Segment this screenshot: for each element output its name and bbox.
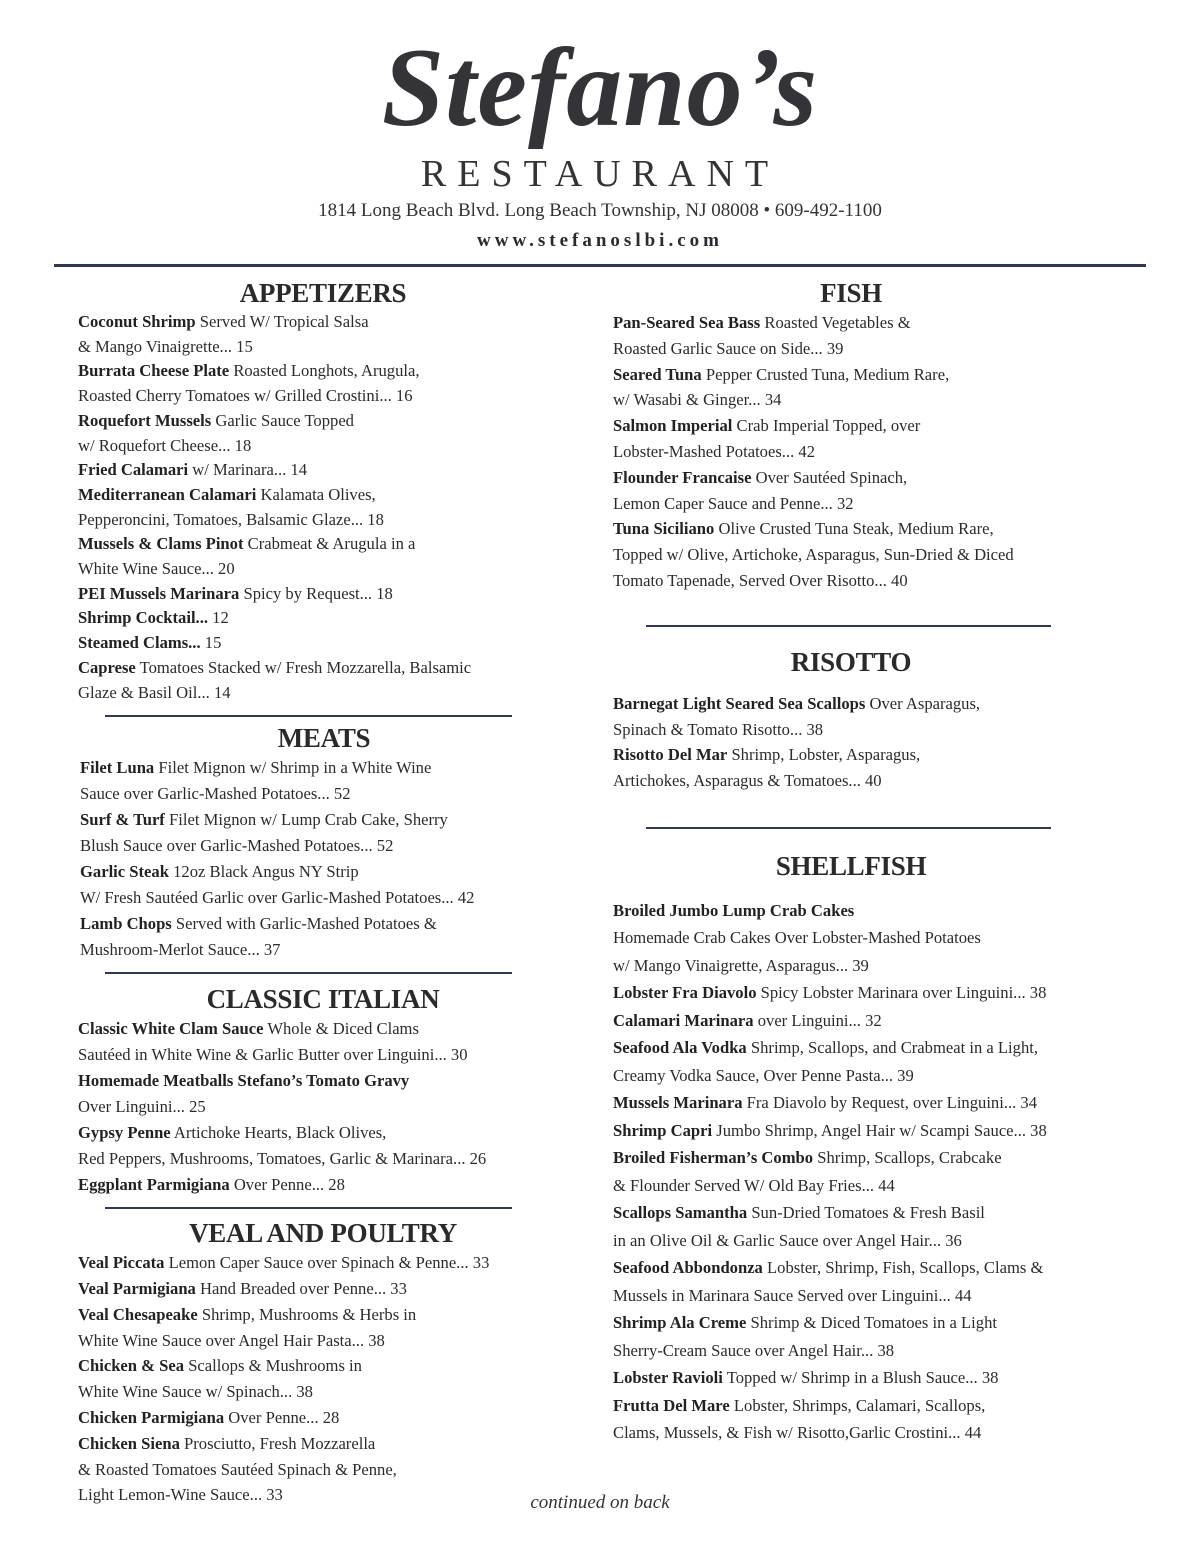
menu-item <box>78 1405 568 1431</box>
header-divider <box>54 264 1146 267</box>
item-name: PEI Mussels Marinara <box>78 583 240 603</box>
item-desc: Spicy by Request... 18 <box>243 583 393 603</box>
menu-item <box>613 310 1153 362</box>
item-desc-cont: Clams, Mussels, & Fish w/ Risotto,Garlic Crostini... 44 <box>613 1423 982 1443</box>
item-desc: Scallops & Mushrooms in <box>188 1356 362 1376</box>
item-name: Scallops Samantha <box>613 1203 748 1223</box>
menu-item <box>613 691 1153 743</box>
item-desc-cont: Spinach & Tomato Risotto... 38 <box>613 719 824 739</box>
menu-item <box>80 755 568 807</box>
item-desc: Lemon Caper Sauce over Spinach & Penne... 33 <box>168 1253 490 1273</box>
menu-item <box>613 897 1153 980</box>
item-name: Caprese <box>78 657 136 677</box>
item-desc-cont: Lemon Caper Sauce and Penne... 32 <box>613 493 854 513</box>
menu-item <box>78 359 568 408</box>
item-desc-cont: & Flounder Served W/ Old Bay Fries... 44 <box>613 1175 895 1195</box>
item-desc: Shrimp, Scallops, Crabcake <box>817 1148 1002 1168</box>
item-desc: Spicy Lobster Marinara over Linguini... 38 <box>760 983 1047 1003</box>
item-name: Shrimp Capri <box>613 1120 713 1140</box>
item-name: Mediterranean Calamari <box>78 484 257 504</box>
menu-item <box>613 1117 1153 1145</box>
item-desc-cont: w/ Roquefort Cheese... 18 <box>78 435 252 455</box>
item-desc: 12 <box>212 608 229 628</box>
restaurant-logo-script: Stefano’s <box>381 26 819 150</box>
item-desc: Artichoke Hearts, Black Olives, <box>173 1123 387 1143</box>
item-desc-cont: Roasted Cherry Tomatoes w/ Grilled Crostini... 16 <box>78 386 413 406</box>
menu-item <box>78 1276 568 1302</box>
item-desc: Kalamata Olives, <box>260 484 376 504</box>
item-name: Chicken & Sea <box>78 1356 185 1376</box>
menu-item <box>613 1199 1153 1254</box>
item-desc: over Linguini... 32 <box>757 1010 882 1030</box>
menu-item <box>613 516 1153 593</box>
menu-item <box>78 1172 568 1198</box>
item-desc-cont: Sautéed in White Wine & Garlic Butter over Linguini... 30 <box>78 1045 468 1065</box>
item-desc: Over Penne... 28 <box>233 1175 345 1195</box>
item-desc: 12oz Black Angus NY Strip <box>173 862 359 882</box>
restaurant-address: 1814 Long Beach Blvd. Long Beach Township, NJ 08008 • 609-492-1100 <box>318 200 882 221</box>
item-desc: Fra Diavolo by Request, over Linguini... 34 <box>746 1093 1038 1113</box>
item-desc-cont: Blush Sauce over Garlic-Mashed Potatoes... 52 <box>80 836 394 856</box>
menu-item <box>78 1016 568 1068</box>
item-name: Classic White Clam Sauce <box>78 1019 264 1039</box>
item-desc: Lobster, Shrimps, Calamari, Scallops, <box>733 1395 986 1415</box>
item-name: Burrata Cheese Plate <box>78 361 230 381</box>
section-title: VEAL AND POULTRY <box>189 1218 457 1249</box>
item-name: Frutta Del Mare <box>613 1395 730 1415</box>
item-desc-cont: & Mango Vinaigrette... 15 <box>78 336 253 356</box>
item-desc-cont: Tomato Tapenade, Served Over Risotto... 40 <box>613 570 908 590</box>
item-desc: Served W/ Tropical Salsa <box>199 312 369 331</box>
item-name: Steamed Clams... <box>78 633 201 653</box>
item-desc-cont: White Wine Sauce w/ Spinach... 38 <box>78 1382 313 1402</box>
menu-item <box>78 1250 568 1276</box>
menu-item <box>613 465 1153 517</box>
menu-item <box>78 1302 568 1354</box>
item-desc: 15 <box>204 633 222 653</box>
menu-item <box>613 1254 1153 1309</box>
item-desc-cont: Sherry-Cream Sauce over Angel Hair... 38 <box>613 1340 895 1360</box>
menu-item <box>613 1144 1153 1199</box>
section-title: APPETIZERS <box>239 278 407 308</box>
item-desc-cont: Creamy Vodka Sauce, Over Penne Pasta... 39 <box>613 1065 914 1085</box>
menu-item <box>613 1089 1153 1117</box>
item-desc-cont: White Wine Sauce over Angel Hair Pasta... 38 <box>78 1330 385 1350</box>
item-name: Chicken Parmigiana <box>78 1408 225 1428</box>
left-column <box>78 276 568 1508</box>
item-name: Shrimp Ala Creme <box>613 1313 747 1333</box>
item-desc-cont: Topped w/ Olive, Artichoke, Asparagus, Sun-Dried & Diced <box>613 545 1014 565</box>
item-name: Broiled Fisherman’s Combo <box>613 1148 814 1168</box>
item-desc: Sun-Dried Tomatoes & Fresh Basil <box>751 1203 985 1223</box>
item-desc: w/ Marinara... 14 <box>192 460 308 480</box>
menu-item <box>613 742 1153 794</box>
item-name: Lobster Ravioli <box>613 1368 723 1388</box>
menu-item <box>78 1120 568 1172</box>
menu-item <box>80 807 568 859</box>
item-name: Barnegat Light Seared Sea Scallops <box>613 693 866 713</box>
item-desc: Topped w/ Shrimp in a Blush Sauce... 38 <box>726 1368 999 1388</box>
section-divider <box>105 972 512 974</box>
item-name: Coconut Shrimp <box>78 312 196 331</box>
item-desc-cont: Light Lemon-Wine Sauce... 33 <box>78 1485 283 1505</box>
menu-item <box>78 1353 568 1405</box>
item-desc: Over Penne... 28 <box>228 1408 340 1428</box>
item-name: Surf & Turf <box>80 810 165 830</box>
menu-item <box>80 911 568 963</box>
restaurant-logo-subtitle: RESTAURANT <box>420 153 780 195</box>
item-name: Mussels & Clams Pinot <box>78 534 244 554</box>
item-desc: Over Asparagus, <box>869 693 981 713</box>
item-desc-cont: Artichokes, Asparagus & Tomatoes... 40 <box>613 771 882 791</box>
item-name: Garlic Steak <box>80 862 169 882</box>
item-name: Roquefort Mussels <box>78 410 212 430</box>
item-desc: Shrimp, Mushrooms & Herbs in <box>201 1304 417 1324</box>
section-title: RISOTTO <box>790 646 912 677</box>
item-desc: Shrimp, Lobster, Asparagus, <box>731 745 921 765</box>
menu-item <box>613 1034 1153 1089</box>
item-desc: Tomatoes Stacked w/ Fresh Mozzarella, Balsamic <box>139 657 472 677</box>
menu-item <box>78 532 568 581</box>
item-name: Filet Luna <box>80 758 155 778</box>
item-desc: Jumbo Shrimp, Angel Hair w/ Scampi Sauce... 38 <box>716 1120 1047 1140</box>
item-desc-cont: & Roasted Tomatoes Sautéed Spinach & Penne, <box>78 1459 397 1479</box>
item-desc: Whole & Diced Clams <box>267 1019 419 1039</box>
right-column <box>613 276 1153 1447</box>
menu-item <box>613 1007 1153 1035</box>
item-desc: Lobster, Shrimp, Fish, Scallops, Clams & <box>767 1258 1044 1278</box>
item-desc-cont: Red Peppers, Mushrooms, Tomatoes, Garlic & Marinara... 26 <box>78 1149 487 1169</box>
section-divider <box>105 715 512 717</box>
item-name: Chicken Siena <box>78 1433 180 1453</box>
item-name: Salmon Imperial <box>613 416 733 436</box>
section-veal-poultry <box>78 1216 568 1508</box>
menu-item <box>613 1392 1153 1447</box>
item-desc-cont: Roasted Garlic Sauce on Side... 39 <box>613 338 844 358</box>
item-name: Veal Parmigiana <box>78 1279 196 1299</box>
menu-item <box>78 1068 568 1120</box>
item-name: Mussels Marinara <box>613 1093 743 1113</box>
item-desc-cont: Mussels in Marinara Sauce Served over Linguini... 44 <box>613 1285 972 1305</box>
item-desc: Served with Garlic-Mashed Potatoes & <box>175 914 437 934</box>
item-name: Seared Tuna <box>613 364 702 384</box>
menu-item <box>613 413 1153 465</box>
item-name: Shrimp Cocktail... <box>78 608 208 628</box>
item-name: Tuna Siciliano <box>613 519 715 539</box>
restaurant-website[interactable]: www.stefanoslbi.com <box>477 230 723 251</box>
item-name: Eggplant Parmigiana <box>78 1175 230 1195</box>
item-name: Fried Calamari <box>78 460 189 480</box>
menu-item <box>78 606 568 631</box>
item-name: Veal Piccata <box>78 1253 165 1273</box>
item-name: Flounder Francaise <box>613 467 752 487</box>
item-desc-cont: Homemade Crab Cakes Over Lobster-Mashed Potatoes <box>613 928 981 948</box>
item-desc-cont: Pepperoncini, Tomatoes, Balsamic Glaze... 18 <box>78 509 384 529</box>
menu-item <box>78 483 568 532</box>
item-name: Lobster Fra Diavolo <box>613 983 757 1003</box>
menu-item <box>78 458 568 483</box>
item-desc-cont: Glaze & Basil Oil... 14 <box>78 682 231 702</box>
item-desc: Filet Mignon w/ Shrimp in a White Wine <box>158 758 432 778</box>
item-name: Gypsy Penne <box>78 1123 171 1143</box>
menu-item <box>78 582 568 607</box>
item-name: Veal Chesapeake <box>78 1304 198 1324</box>
item-desc: Over Sautéed Spinach, <box>755 467 908 487</box>
item-desc-cont: Lobster-Mashed Potatoes... 42 <box>613 441 815 461</box>
item-name: Seafood Ala Vodka <box>613 1038 747 1058</box>
item-desc-cont: Mushroom-Merlot Sauce... 37 <box>80 940 281 960</box>
menu-item <box>78 656 568 705</box>
item-desc-cont: W/ Fresh Sautéed Garlic over Garlic-Mashed Potatoes... 42 <box>80 888 475 908</box>
item-name: Risotto Del Mar <box>613 745 728 765</box>
item-name: Calamari Marinara <box>613 1010 754 1030</box>
continued-note: continued on back <box>530 1492 670 1513</box>
item-name: Homemade Meatballs Stefano’s Tomato Gravy <box>78 1071 410 1091</box>
item-name: Pan-Seared Sea Bass <box>613 313 761 332</box>
item-desc-cont: in an Olive Oil & Garlic Sauce over Angel Hair... 36 <box>613 1230 962 1250</box>
menu-item <box>613 979 1153 1007</box>
item-desc: Roasted Longhots, Arugula, <box>233 361 420 381</box>
menu-item <box>78 310 568 359</box>
menu-item <box>613 1309 1153 1364</box>
item-desc: Garlic Sauce Topped <box>215 410 354 430</box>
section-divider <box>646 827 1051 829</box>
item-desc: Olive Crusted Tuna Steak, Medium Rare, <box>718 519 994 539</box>
item-name: Seafood Abbondonza <box>613 1258 763 1278</box>
menu-item <box>80 859 568 911</box>
item-desc-cont: Sauce over Garlic-Mashed Potatoes... 52 <box>80 784 351 804</box>
item-name: Broiled Jumbo Lump Crab Cakes <box>613 900 855 920</box>
section-classic-italian <box>78 982 568 1198</box>
menu-item <box>613 362 1153 414</box>
menu-item <box>613 1364 1153 1392</box>
section-title: SHELLFISH <box>775 850 927 881</box>
item-desc-cont: White Wine Sauce... 20 <box>78 559 235 579</box>
item-name: Lamb Chops <box>80 914 172 934</box>
item-desc-cont: w/ Wasabi & Ginger... 34 <box>613 390 782 410</box>
item-desc-cont: Over Linguini... 25 <box>78 1097 206 1117</box>
item-desc-cont: w/ Mango Vinaigrette, Asparagus... 39 <box>613 955 869 975</box>
item-desc: Roasted Vegetables & <box>764 313 911 332</box>
item-desc: Shrimp & Diced Tomatoes in a Light <box>750 1313 997 1333</box>
section-appetizers <box>78 276 568 705</box>
item-desc: Crab Imperial Topped, over <box>736 416 921 436</box>
item-desc: Pepper Crusted Tuna, Medium Rare, <box>705 364 950 384</box>
section-divider <box>105 1207 512 1209</box>
menu-header <box>0 0 1200 262</box>
menu-item <box>78 409 568 458</box>
item-desc: Crabmeat & Arugula in a <box>247 534 416 554</box>
section-title: MEATS <box>277 723 371 754</box>
item-desc: Prosciutto, Fresh Mozzarella <box>184 1433 376 1453</box>
item-desc: Shrimp, Scallops, and Crabmeat in a Light, <box>750 1038 1039 1058</box>
section-title: FISH <box>820 278 882 308</box>
section-shellfish <box>613 849 1153 1447</box>
section-fish <box>613 276 1153 594</box>
section-divider <box>646 625 1051 627</box>
item-desc: Filet Mignon w/ Lump Crab Cake, Sherry <box>169 810 448 830</box>
section-meats <box>78 721 568 963</box>
section-risotto <box>613 645 1153 794</box>
section-title: CLASSIC ITALIAN <box>206 984 440 1015</box>
menu-item <box>78 631 568 656</box>
item-desc: Hand Breaded over Penne... 33 <box>200 1279 407 1299</box>
